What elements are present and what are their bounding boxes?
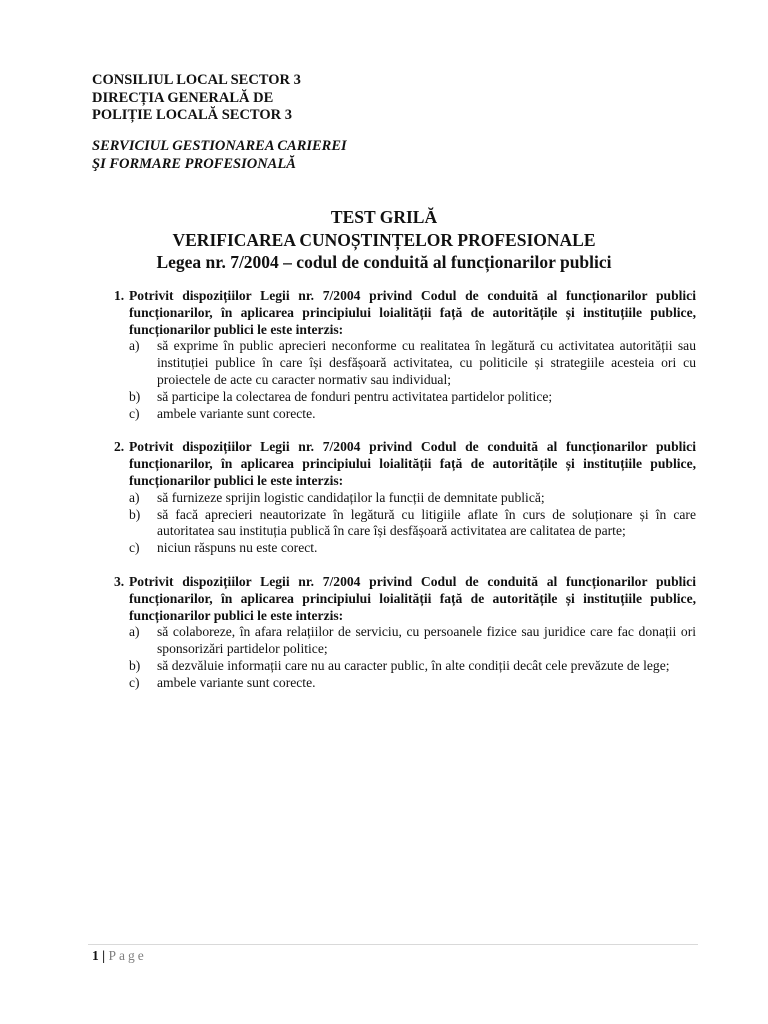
question-text: Potrivit dispozițiilor Legii nr. 7/2004 privind Codul de conduită al funcționarilor publici funcționarilor, în aplicarea principiului loialității față de autoritățile și instituțiile publice, funcționarilor publici le este interzis: bbox=[129, 288, 696, 337]
option-text: să facă aprecieri neautorizate în legătură cu litigiile aflate în curs de soluționare și în care autoritatea sau instituția publică în care își desfășoară activitatea are calitatea de parte; bbox=[157, 506, 696, 539]
answer-option bbox=[129, 389, 696, 406]
header-line-1: CONSILIUL LOCAL SECTOR 3 bbox=[92, 72, 301, 88]
answer-option bbox=[129, 675, 696, 692]
answer-option bbox=[129, 490, 696, 507]
page-number: 1 bbox=[92, 948, 99, 963]
page-footer bbox=[92, 948, 147, 964]
question-3 bbox=[92, 574, 696, 692]
question-text: Potrivit dispozițiilor Legii nr. 7/2004 privind Codul de conduită al funcționarilor publici funcționarilor, în aplicarea principiului loialității față de autoritățile și instituțiile publice, funcționarilor publici le este interzis: bbox=[129, 439, 696, 488]
answer-option bbox=[129, 406, 696, 423]
answer-options bbox=[114, 490, 696, 557]
option-label: c) bbox=[129, 405, 140, 421]
option-text: să colaboreze, în afara relațiilor de serviciu, cu persoanele fizice sau juridice care fac donații ori sponsorizări partidelor politice; bbox=[157, 624, 696, 657]
question-1 bbox=[92, 288, 696, 422]
answer-options bbox=[114, 624, 696, 691]
header-line-2: DIRECȚIA GENERALĂ DE bbox=[92, 89, 274, 106]
option-label: a) bbox=[129, 624, 140, 640]
option-label: b) bbox=[129, 388, 141, 404]
page-label: Page bbox=[108, 948, 147, 963]
service-line-2: ŞI FORMARE PROFESIONALĂ bbox=[92, 155, 296, 172]
document-title-block bbox=[0, 206, 768, 274]
title-test: TEST GRILĂ bbox=[330, 207, 438, 227]
question-2 bbox=[92, 439, 696, 557]
question-number: 1. bbox=[114, 288, 125, 303]
option-text: să dezvăluie informații care nu au caracter public, în alte condiții decât cele prevăzute de lege; bbox=[157, 657, 670, 673]
option-label: b) bbox=[129, 506, 141, 522]
service-line-1: SERVICIUL GESTIONAREA CARIEREI bbox=[92, 138, 347, 154]
option-text: ambele variante sunt corecte. bbox=[157, 405, 316, 421]
option-label: a) bbox=[129, 489, 140, 505]
footer-divider bbox=[88, 944, 698, 945]
answer-option bbox=[129, 507, 696, 541]
answer-option bbox=[129, 338, 696, 388]
question-text: Potrivit dispozițiilor Legii nr. 7/2004 privind Codul de conduită al funcționarilor publici funcționarilor, în aplicarea principiului loialității față de autoritățile și instituțiile publice, funcționarilor publici le este interzis: bbox=[129, 573, 696, 623]
title-law: Legea nr. 7/2004 – codul de conduită al funcționarilor publici bbox=[156, 252, 612, 272]
answer-options bbox=[114, 338, 696, 422]
option-text: ambele variante sunt corecte. bbox=[157, 674, 316, 690]
service-header bbox=[92, 138, 347, 173]
option-label: c) bbox=[129, 674, 140, 690]
option-label: a) bbox=[129, 338, 140, 354]
title-subject: VERIFICAREA CUNOȘTINȚELOR PROFESIONALE bbox=[172, 229, 596, 250]
option-text: să furnizeze sprijin logistic candidaților la funcții de demnitate publică; bbox=[157, 489, 545, 505]
header-line-3: POLIȚIE LOCALĂ SECTOR 3 bbox=[92, 107, 292, 123]
answer-option bbox=[129, 624, 696, 658]
question-number: 3. bbox=[114, 573, 125, 589]
question-list bbox=[92, 288, 696, 709]
answer-option bbox=[129, 658, 696, 675]
option-text: să participe la colectarea de fonduri pentru activitatea partidelor politice; bbox=[157, 388, 553, 404]
question-number: 2. bbox=[114, 439, 125, 455]
option-label: c) bbox=[129, 540, 140, 556]
answer-option bbox=[129, 540, 696, 557]
option-label: b) bbox=[129, 657, 141, 673]
institution-header bbox=[92, 72, 301, 125]
page-separator: | bbox=[102, 948, 106, 963]
option-text: să exprime în public aprecieri neconforme cu realitatea în legătură cu activitatea autorității sau instituției publice în care își desfășoară activitatea, cu politicile și strategiile acesteia ori cu proiectele de acte cu caracter normativ sau individual; bbox=[157, 338, 696, 387]
option-text: niciun răspuns nu este corect. bbox=[157, 540, 318, 556]
